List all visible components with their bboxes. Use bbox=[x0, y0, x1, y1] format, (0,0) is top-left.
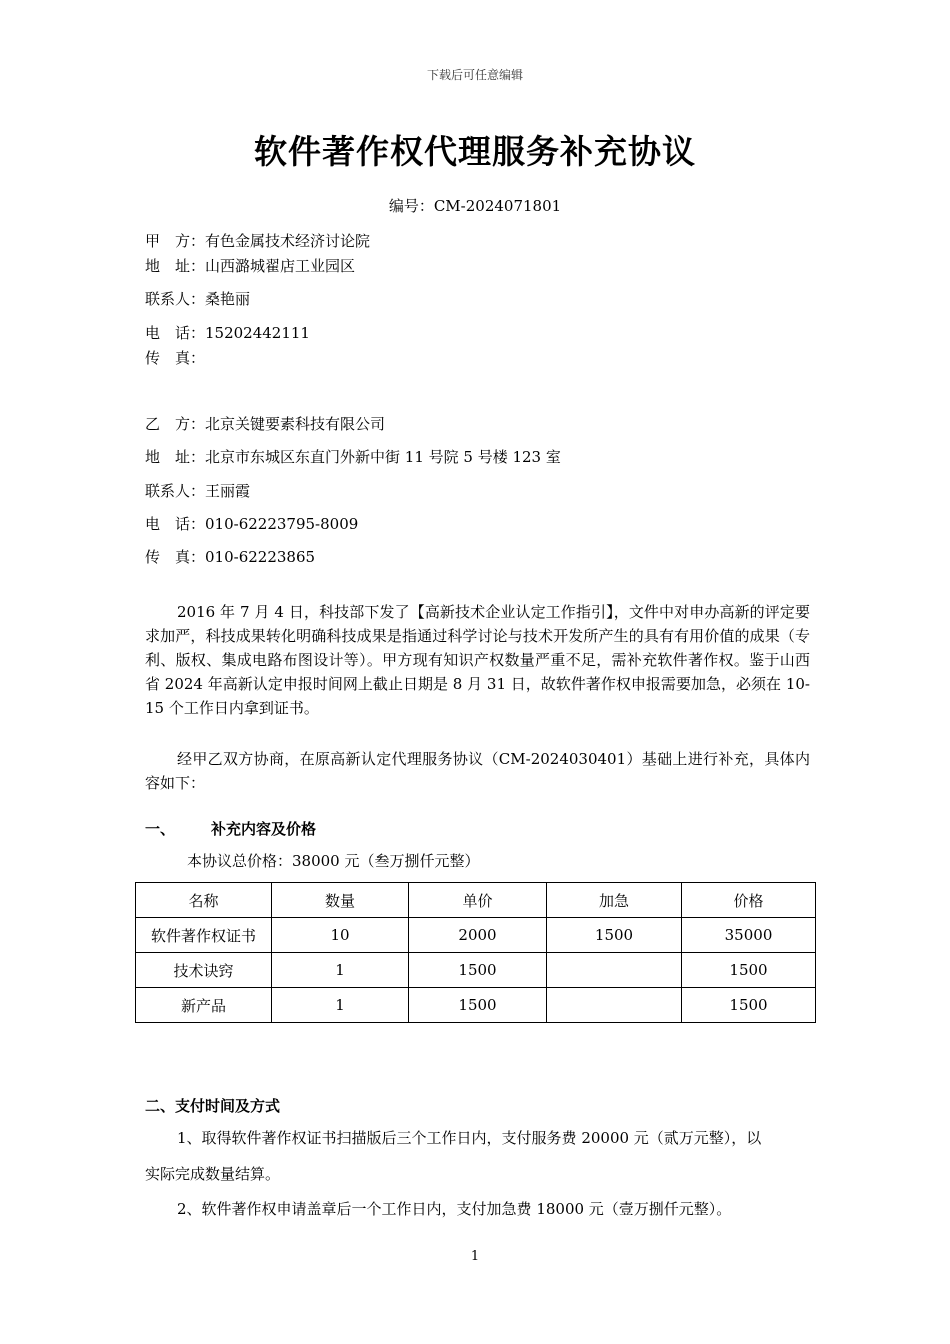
table-row bbox=[136, 918, 816, 953]
table-header: 名称 bbox=[136, 883, 272, 918]
table-row bbox=[136, 988, 816, 1023]
party-a-address: 地 址：山西潞城翟店工业园区 bbox=[145, 257, 356, 275]
intro-paragraph: 2016 年 7 月 4 日，科技部下发了【高新技术企业认定工作指引】，文件中对申办高新的评定要求加严，科技成果转化明确科技成果是指通过科学讨论与技术开发所产生的具有有用价值的成果（专利、版权、集成电路布图设计等）。甲方现有知识产权数量严重不足，需补充软件著作权。鉴于山西省 2024 年高新认定申报时间网上截止日期是 8 月 31 日，故软件著作权申报需要加急，必须在 10-15 个工作日内拿到证书。 bbox=[145, 603, 810, 717]
party-a-contact: 联系人：桑艳丽 bbox=[145, 290, 251, 308]
agreement-paragraph: 经甲乙双方协商，在原高新认定代理服务协议（CM-2024030401）基础上进行补充，具体内容如下： bbox=[145, 750, 810, 792]
section2-heading: 二、支付时间及方式 bbox=[145, 1097, 281, 1115]
table-header: 单价 bbox=[409, 883, 547, 918]
table-header: 价格 bbox=[682, 883, 816, 918]
table-cell: 软件著作权证书 bbox=[136, 918, 272, 953]
table-cell: 1 bbox=[272, 988, 409, 1023]
page-title: 软件著作权代理服务补充协议 bbox=[254, 132, 696, 171]
payment-item-1-cont: 实际完成数量结算。 bbox=[145, 1165, 281, 1183]
table-cell: 1500 bbox=[682, 953, 816, 988]
table-cell: 1500 bbox=[409, 953, 547, 988]
document-number: 编号：CM-2024071801 bbox=[388, 197, 562, 215]
party-b-phone: 电 话：010-62223795-8009 bbox=[145, 515, 359, 533]
party-b-name: 乙 方：北京关键要素科技有限公司 bbox=[145, 415, 386, 433]
total-price: 本协议总价格：38000 元（叁万捌仟元整） bbox=[187, 852, 480, 870]
table-header: 加急 bbox=[547, 883, 682, 918]
table-cell: 技术诀窍 bbox=[136, 953, 272, 988]
table-cell: 1500 bbox=[682, 988, 816, 1023]
table-cell: 1500 bbox=[547, 918, 682, 953]
party-a-name: 甲 方：有色金属技术经济讨论院 bbox=[145, 232, 371, 250]
table-header: 数量 bbox=[272, 883, 409, 918]
table-cell: 35000 bbox=[682, 918, 816, 953]
price-table bbox=[135, 882, 816, 1023]
table-cell: 10 bbox=[272, 918, 409, 953]
table-cell: 1 bbox=[272, 953, 409, 988]
party-a-fax: 传 真： bbox=[145, 349, 206, 367]
table-cell bbox=[547, 988, 682, 1023]
payment-item-1: 1、取得软件著作权证书扫描版后三个工作日内，支付服务费 20000 元（贰万元整），以 bbox=[177, 1129, 762, 1147]
party-a-phone: 电 话：15202442111 bbox=[145, 324, 310, 342]
table-cell: 新产品 bbox=[136, 988, 272, 1023]
table-cell: 1500 bbox=[409, 988, 547, 1023]
party-b-fax: 传 真：010-62223865 bbox=[145, 548, 316, 566]
party-b-address: 地 址：北京市东城区东直门外新中街 11 号院 5 号楼 123 室 bbox=[145, 448, 561, 466]
table-cell: 2000 bbox=[409, 918, 547, 953]
party-b-contact: 联系人：王丽霞 bbox=[145, 482, 251, 500]
payment-item-2: 2、软件著作权申请盖章后一个工作日内，支付加急费 18000 元（壹万捌仟元整）。 bbox=[177, 1200, 732, 1218]
header-note: 下载后可任意编辑 bbox=[426, 68, 523, 82]
table-row bbox=[136, 953, 816, 988]
table-cell bbox=[547, 953, 682, 988]
table-header-row bbox=[136, 883, 816, 918]
page-number: 1 bbox=[470, 1249, 480, 1264]
section1-heading: 补充内容及价格 bbox=[211, 820, 317, 838]
section1-number: 一、 bbox=[145, 820, 176, 838]
